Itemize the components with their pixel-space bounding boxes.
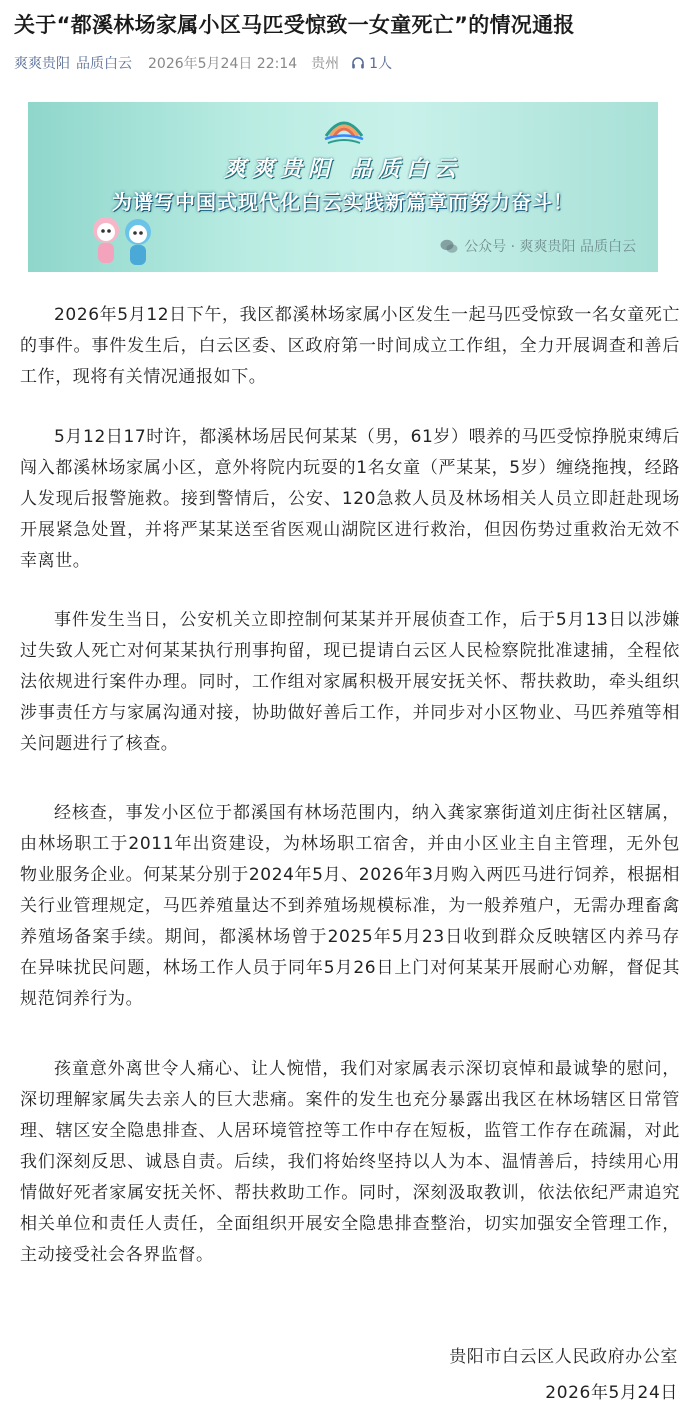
article-paragraph: 2026年5月12日下午，我区都溪林场家属小区发生一起马匹受惊致一名女童死亡的事件。事件发生后，白云区委、区政府第一时间成立工作组，全力开展调查和善后工作，现将有关情况通报如下。 (20, 305, 680, 387)
article-title: 关于“都溪林场家属小区马匹受惊致一女童死亡”的情况通报 (14, 13, 575, 37)
publish-time: 2026年5月24日 22:14 (148, 56, 298, 72)
banner-slogan-primary: 爽爽贵阳 品质白云 (224, 156, 462, 182)
headphones-icon (351, 56, 365, 70)
article-paragraph: 事件发生当日，公安机关立即控制何某某并开展侦查工作，后于5月13日以涉嫌过失致人死亡对何某某执行刑事拘留，现已提请白云区人民检察院批准逮捕，全程依法依规进行案件办理。同时，工作组对家属积极开展安抚关怀、帮扶救助，牵头组织涉事责任方与家属沟通对接，协助做好善后工作，并同步对小区物业、马匹养殖等相关问题进行了核查。 (20, 610, 680, 754)
wechat-icon (440, 239, 458, 254)
banner-slogan-secondary: 为谱写中国式现代化白云实践新篇章而努力奋斗！ (112, 190, 574, 214)
article-paragraph: 5月12日17时许，都溪林场居民何某某（男，61岁）喂养的马匹受惊挣脱束缚后闯入都溪林场家属小区，意外将院内玩耍的1名女童（严某某，5岁）缠绕拖拽，经路人发现后报警施救。接到警情后，公安、120急救人员及林场相关人员立即赶赴现场开展紧急处置，并将严某某送至省医观山湖院区进行救治，但因伤势过重救治无效不幸离世。 (20, 427, 680, 571)
district-logo-icon (322, 112, 366, 148)
wechat-watermark (440, 236, 636, 256)
article-paragraph: 经核查，事发小区位于都溪国有林场范围内，纳入龚家寨街道刘庄街社区辖属，由林场职工于2011年出资建设，为林场职工宿舍，并由小区业主自主管理，无外包物业服务企业。何某某分别于2024年5月、2026年3月购入两匹马进行饲养，根据相关行业管理规定，马匹养殖量达不到养殖场规模标准，为一般养殖户，无需办理畜禽养殖场备案手续。期间，都溪林场曾于2025年5月23日收到群众反映辖区内养马存在异味扰民问题，林场工作人员于同年5月26日上门对何某某开展耐心劝解，督促其规范饲养行为。 (20, 803, 680, 1009)
account-subtitle-link[interactable]: 品质白云 (76, 56, 132, 72)
publish-location: 贵州 (311, 56, 340, 72)
account-name-link[interactable]: 爽爽贵阳 (14, 56, 70, 72)
watermark-text: 公众号 · 爽爽贵阳 品质白云 (464, 239, 636, 255)
article-meta (14, 52, 392, 74)
signature-date: 2026年5月24日 (545, 1383, 678, 1403)
listen-button[interactable] (351, 53, 392, 73)
signature-org: 贵阳市白云区人民政府办公室 (449, 1347, 678, 1367)
listener-count: 1人 (369, 56, 393, 72)
mascot-illustration-icon (88, 212, 158, 270)
header-banner-image (28, 102, 658, 272)
article-paragraph: 孩童意外离世令人痛心、让人惋惜，我们对家属表示深切哀悼和最诚挚的慰问，深切理解家属失去亲人的巨大悲痛。案件的发生也充分暴露出我区在林场辖区日常管理、辖区安全隐患排查、人居环境管控等工作中存在短板，监管工作存在疏漏，对此我们深刻反思、诚恳自责。后续，我们将始终坚持以人为本、温情善后，持续用心用情做好死者家属安抚关怀、帮扶救助工作。同时，深刻汲取教训，依法依纪严肃追究相关单位和责任人责任，全面组织开展安全隐患排查整治，切实加强安全管理工作，主动接受社会各界监督。 (20, 1059, 680, 1265)
